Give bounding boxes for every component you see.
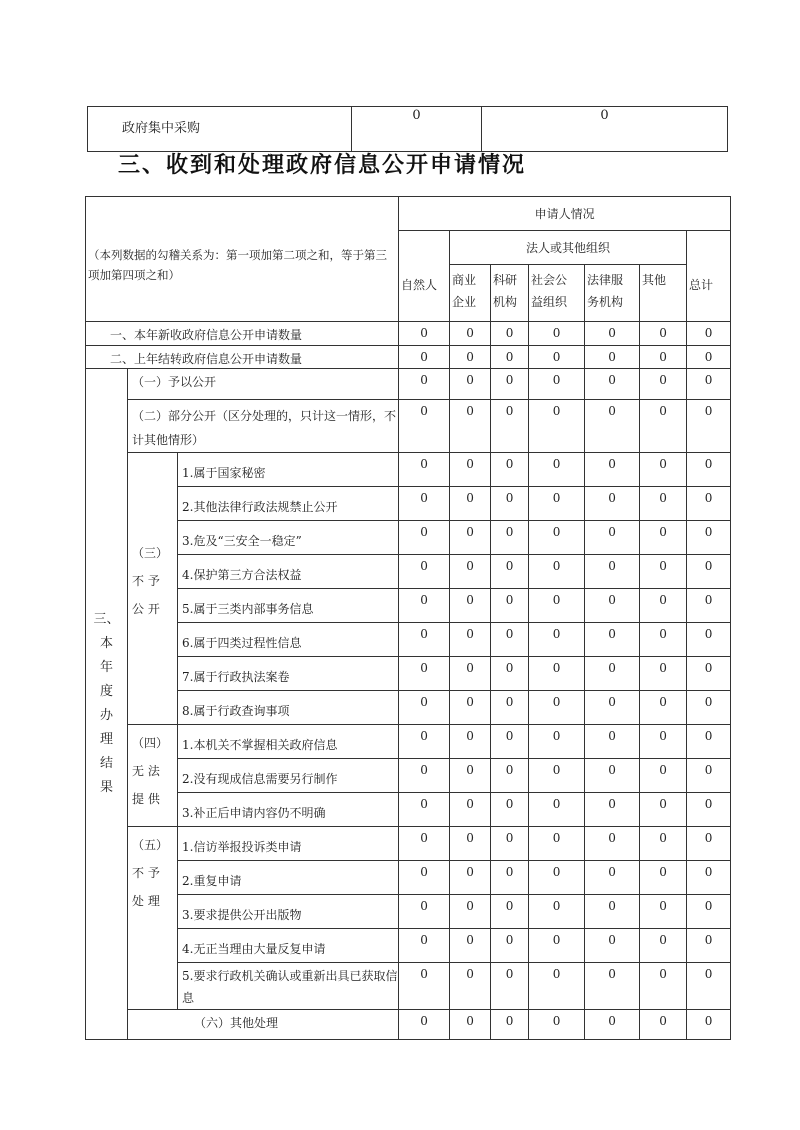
- table-row: [86, 861, 731, 895]
- cell-value: 0: [687, 453, 731, 487]
- cell-value: 0: [529, 521, 585, 555]
- cell-value: 0: [585, 895, 640, 929]
- header-commercial-l1: 商业: [452, 273, 477, 287]
- cell-value: 0: [585, 1010, 640, 1040]
- cell-value: 0: [450, 322, 491, 346]
- cell-value: 0: [687, 521, 731, 555]
- header-research-l1: 科研: [493, 273, 518, 287]
- cell-value: 0: [529, 691, 585, 725]
- cell-value: 0: [687, 322, 731, 346]
- item-label: 6.属于四类过程性信息: [178, 623, 399, 657]
- table-row: [86, 963, 731, 1010]
- cell-value: 0: [687, 589, 731, 623]
- cell-value: 0: [585, 623, 640, 657]
- cell-value: 0: [585, 691, 640, 725]
- item-label: 4.无正当理由大量反复申请: [178, 929, 399, 963]
- cell-value: 0: [640, 691, 687, 725]
- group-label: 处 理: [132, 894, 160, 908]
- cell-value: 0: [585, 759, 640, 793]
- cell-value: 0: [687, 793, 731, 827]
- cell-value: 0: [687, 623, 731, 657]
- group-not-disclosed: [128, 453, 178, 725]
- table-row: [86, 623, 731, 657]
- item-label: 5.属于三类内部事务信息: [178, 589, 399, 623]
- cell-value: 0: [585, 555, 640, 589]
- procurement-value-1: 0: [352, 107, 482, 152]
- cell-value: 0: [585, 827, 640, 861]
- cell-value: 0: [399, 453, 450, 487]
- cell-value: 0: [450, 657, 491, 691]
- cell-value: 0: [399, 793, 450, 827]
- cell-value: 0: [450, 861, 491, 895]
- table-row: [86, 1010, 731, 1040]
- category-char: 理: [99, 732, 113, 747]
- row-carried-over: 二、上年结转政府信息公开申请数量: [86, 346, 399, 369]
- cell-value: 0: [529, 346, 585, 369]
- header-social-l1: 社会公: [531, 273, 568, 287]
- cell-value: 0: [640, 369, 687, 400]
- requests-table: [85, 196, 731, 1040]
- category-char: 三、: [93, 612, 120, 627]
- cell-value: 0: [640, 487, 687, 521]
- cell-value: 0: [450, 400, 491, 453]
- cell-value: 0: [399, 623, 450, 657]
- cell-value: 0: [687, 827, 731, 861]
- cell-value: 0: [585, 963, 640, 1010]
- cell-value: 0: [585, 861, 640, 895]
- cell-value: 0: [491, 895, 529, 929]
- cell-value: 0: [585, 487, 640, 521]
- cell-value: 0: [491, 963, 529, 1010]
- group-label: 提 供: [132, 792, 160, 806]
- cell-value: 0: [399, 759, 450, 793]
- table-row: [86, 827, 731, 861]
- item-label: 4.保护第三方合法权益: [178, 555, 399, 589]
- cell-value: 0: [640, 1010, 687, 1040]
- header-law-l2: 务机构: [587, 295, 624, 309]
- header-commercial: [450, 265, 491, 322]
- cell-value: 0: [399, 346, 450, 369]
- cell-value: 0: [529, 657, 585, 691]
- item-label: 3.补正后申请内容仍不明确: [178, 793, 399, 827]
- item-label: 2.重复申请: [178, 861, 399, 895]
- cell-value: 0: [640, 346, 687, 369]
- cell-value: 0: [491, 759, 529, 793]
- cell-value: 0: [529, 759, 585, 793]
- row-full-disclosure: （一）予以公开: [128, 369, 399, 400]
- cell-value: 0: [585, 589, 640, 623]
- group-label: （五）: [132, 838, 169, 852]
- cell-value: 0: [687, 1010, 731, 1040]
- header-note: （本列数据的勾稽关系为：第一项加第二项之和，等于第三项加第四项之和）: [86, 197, 399, 322]
- cell-value: 0: [640, 929, 687, 963]
- cell-value: 0: [529, 929, 585, 963]
- cell-value: 0: [450, 929, 491, 963]
- cell-value: 0: [399, 691, 450, 725]
- cell-value: 0: [687, 400, 731, 453]
- table-row: [86, 369, 731, 400]
- cell-value: 0: [450, 963, 491, 1010]
- cell-value: 0: [529, 453, 585, 487]
- cell-value: 0: [491, 1010, 529, 1040]
- group-label: （三）: [132, 546, 169, 560]
- cell-value: 0: [399, 963, 450, 1010]
- cell-value: 0: [399, 929, 450, 963]
- header-applicant: 申请人情况: [399, 197, 731, 231]
- cell-value: 0: [399, 555, 450, 589]
- cell-value: 0: [640, 827, 687, 861]
- cell-value: 0: [450, 725, 491, 759]
- group-label: 无 法: [132, 764, 160, 778]
- table-row: [86, 657, 731, 691]
- header-social-l2: 益组织: [531, 295, 568, 309]
- cell-value: 0: [450, 487, 491, 521]
- cell-value: 0: [640, 623, 687, 657]
- cell-value: 0: [585, 346, 640, 369]
- cell-value: 0: [399, 322, 450, 346]
- cell-value: 0: [491, 346, 529, 369]
- cell-value: 0: [450, 827, 491, 861]
- cell-value: 0: [585, 793, 640, 827]
- table-row: [86, 793, 731, 827]
- cell-value: 0: [529, 369, 585, 400]
- cell-value: 0: [640, 555, 687, 589]
- header-natural: 自然人: [399, 231, 450, 322]
- table-row: [86, 453, 731, 487]
- category-cell: [86, 369, 128, 1040]
- cell-value: 0: [687, 963, 731, 1010]
- cell-value: 0: [529, 400, 585, 453]
- item-label: 3.要求提供公开出版物: [178, 895, 399, 929]
- table-row: [86, 929, 731, 963]
- cell-value: 0: [491, 861, 529, 895]
- group-label: 不 予: [132, 866, 160, 880]
- cell-value: 0: [450, 589, 491, 623]
- cell-value: 0: [529, 725, 585, 759]
- cell-value: 0: [491, 929, 529, 963]
- cell-value: 0: [687, 691, 731, 725]
- item-label: 1.本机关不掌握相关政府信息: [178, 725, 399, 759]
- item-label: 2.没有现成信息需要另行制作: [178, 759, 399, 793]
- cell-value: 0: [450, 895, 491, 929]
- cell-value: 0: [529, 963, 585, 1010]
- group-label: 不 予: [132, 574, 160, 588]
- group-label: （四）: [132, 736, 169, 750]
- cell-value: 0: [687, 929, 731, 963]
- cell-value: 0: [491, 793, 529, 827]
- cell-value: 0: [399, 487, 450, 521]
- cell-value: 0: [450, 1010, 491, 1040]
- header-legal: 法人或其他组织: [450, 231, 687, 265]
- cell-value: 0: [491, 827, 529, 861]
- procurement-table: [87, 106, 728, 152]
- cell-value: 0: [450, 555, 491, 589]
- cell-value: 0: [450, 369, 491, 400]
- header-law: [585, 265, 640, 322]
- cell-value: 0: [529, 1010, 585, 1040]
- category-char: 办: [99, 708, 113, 723]
- group-unable-provide: [128, 725, 178, 827]
- item-label: 1.信访举报投诉类申请: [178, 827, 399, 861]
- header-research: [491, 265, 529, 322]
- cell-value: 0: [529, 555, 585, 589]
- cell-value: 0: [585, 521, 640, 555]
- cell-value: 0: [640, 759, 687, 793]
- cell-value: 0: [687, 657, 731, 691]
- cell-value: 0: [687, 759, 731, 793]
- cell-value: 0: [529, 861, 585, 895]
- table-row: [86, 487, 731, 521]
- table-row: [86, 521, 731, 555]
- cell-value: 0: [585, 453, 640, 487]
- procurement-label: 政府集中采购: [88, 107, 352, 152]
- cell-value: 0: [491, 589, 529, 623]
- cell-value: 0: [585, 657, 640, 691]
- cell-value: 0: [529, 793, 585, 827]
- cell-value: 0: [640, 521, 687, 555]
- item-label: 8.属于行政查询事项: [178, 691, 399, 725]
- cell-value: 0: [640, 963, 687, 1010]
- cell-value: 0: [491, 521, 529, 555]
- cell-value: 0: [399, 589, 450, 623]
- cell-value: 0: [399, 827, 450, 861]
- cell-value: 0: [585, 725, 640, 759]
- cell-value: 0: [491, 657, 529, 691]
- category-char: 年: [99, 660, 113, 675]
- cell-value: 0: [687, 346, 731, 369]
- group-not-processed: [128, 827, 178, 1010]
- cell-value: 0: [450, 691, 491, 725]
- cell-value: 0: [640, 322, 687, 346]
- table-row: [86, 322, 731, 346]
- table-row: [86, 555, 731, 589]
- cell-value: 0: [491, 691, 529, 725]
- header-total: 总计: [687, 231, 731, 322]
- procurement-value-2: 0: [482, 107, 728, 152]
- table-row: [86, 346, 731, 369]
- cell-value: 0: [491, 453, 529, 487]
- cell-value: 0: [450, 346, 491, 369]
- table-row: [86, 400, 731, 453]
- cell-value: 0: [491, 555, 529, 589]
- cell-value: 0: [450, 453, 491, 487]
- row-new-requests: 一、本年新收政府信息公开申请数量: [86, 322, 399, 346]
- cell-value: 0: [529, 895, 585, 929]
- table-row: [86, 691, 731, 725]
- cell-value: 0: [640, 725, 687, 759]
- header-commercial-l2: 企业: [452, 295, 477, 309]
- header-other: 其他: [640, 265, 687, 322]
- cell-value: 0: [450, 759, 491, 793]
- cell-value: 0: [399, 657, 450, 691]
- cell-value: 0: [687, 369, 731, 400]
- cell-value: 0: [640, 861, 687, 895]
- cell-value: 0: [491, 725, 529, 759]
- cell-value: 0: [687, 861, 731, 895]
- table-row: [86, 725, 731, 759]
- category-char: 本: [99, 636, 113, 651]
- cell-value: 0: [491, 487, 529, 521]
- item-label: 5.要求行政机关确认或重新出具已获取信息: [178, 963, 399, 1010]
- cell-value: 0: [529, 487, 585, 521]
- cell-value: 0: [399, 400, 450, 453]
- row-other-handling: （六）其他处理: [128, 1010, 399, 1040]
- cell-value: 0: [529, 623, 585, 657]
- cell-value: 0: [491, 322, 529, 346]
- cell-value: 0: [399, 725, 450, 759]
- cell-value: 0: [640, 453, 687, 487]
- cell-value: 0: [640, 793, 687, 827]
- category-char: 度: [99, 684, 113, 699]
- cell-value: 0: [585, 929, 640, 963]
- cell-value: 0: [529, 322, 585, 346]
- cell-value: 0: [687, 487, 731, 521]
- cell-value: 0: [640, 589, 687, 623]
- cell-value: 0: [399, 369, 450, 400]
- row-partial-disclosure: （二）部分公开（区分处理的，只计这一情形，不计其他情形）: [128, 400, 399, 453]
- table-row: [86, 589, 731, 623]
- cell-value: 0: [529, 827, 585, 861]
- table-row: [86, 759, 731, 793]
- cell-value: 0: [450, 793, 491, 827]
- item-label: 7.属于行政执法案卷: [178, 657, 399, 691]
- item-label: 2.其他法律行政法规禁止公开: [178, 487, 399, 521]
- cell-value: 0: [529, 589, 585, 623]
- cell-value: 0: [640, 400, 687, 453]
- item-label: 1.属于国家秘密: [178, 453, 399, 487]
- cell-value: 0: [450, 521, 491, 555]
- cell-value: 0: [450, 623, 491, 657]
- header-law-l1: 法律服: [587, 273, 624, 287]
- cell-value: 0: [585, 322, 640, 346]
- cell-value: 0: [491, 369, 529, 400]
- cell-value: 0: [585, 369, 640, 400]
- cell-value: 0: [687, 725, 731, 759]
- item-label: 3.危及“三安全一稳定”: [178, 521, 399, 555]
- cell-value: 0: [491, 400, 529, 453]
- cell-value: 0: [399, 895, 450, 929]
- header-social: [529, 265, 585, 322]
- procurement-row: [88, 107, 728, 152]
- cell-value: 0: [585, 400, 640, 453]
- cell-value: 0: [640, 895, 687, 929]
- cell-value: 0: [399, 521, 450, 555]
- group-label: 公 开: [132, 602, 160, 616]
- table-row: [86, 895, 731, 929]
- cell-value: 0: [687, 555, 731, 589]
- section-title: 三、收到和处理政府信息公开申请情况: [118, 153, 527, 178]
- cell-value: 0: [687, 895, 731, 929]
- cell-value: 0: [640, 657, 687, 691]
- cell-value: 0: [399, 861, 450, 895]
- cell-value: 0: [399, 1010, 450, 1040]
- header-research-l2: 机构: [493, 295, 518, 309]
- cell-value: 0: [491, 623, 529, 657]
- category-char: 结: [99, 756, 113, 771]
- category-char: 果: [99, 780, 113, 795]
